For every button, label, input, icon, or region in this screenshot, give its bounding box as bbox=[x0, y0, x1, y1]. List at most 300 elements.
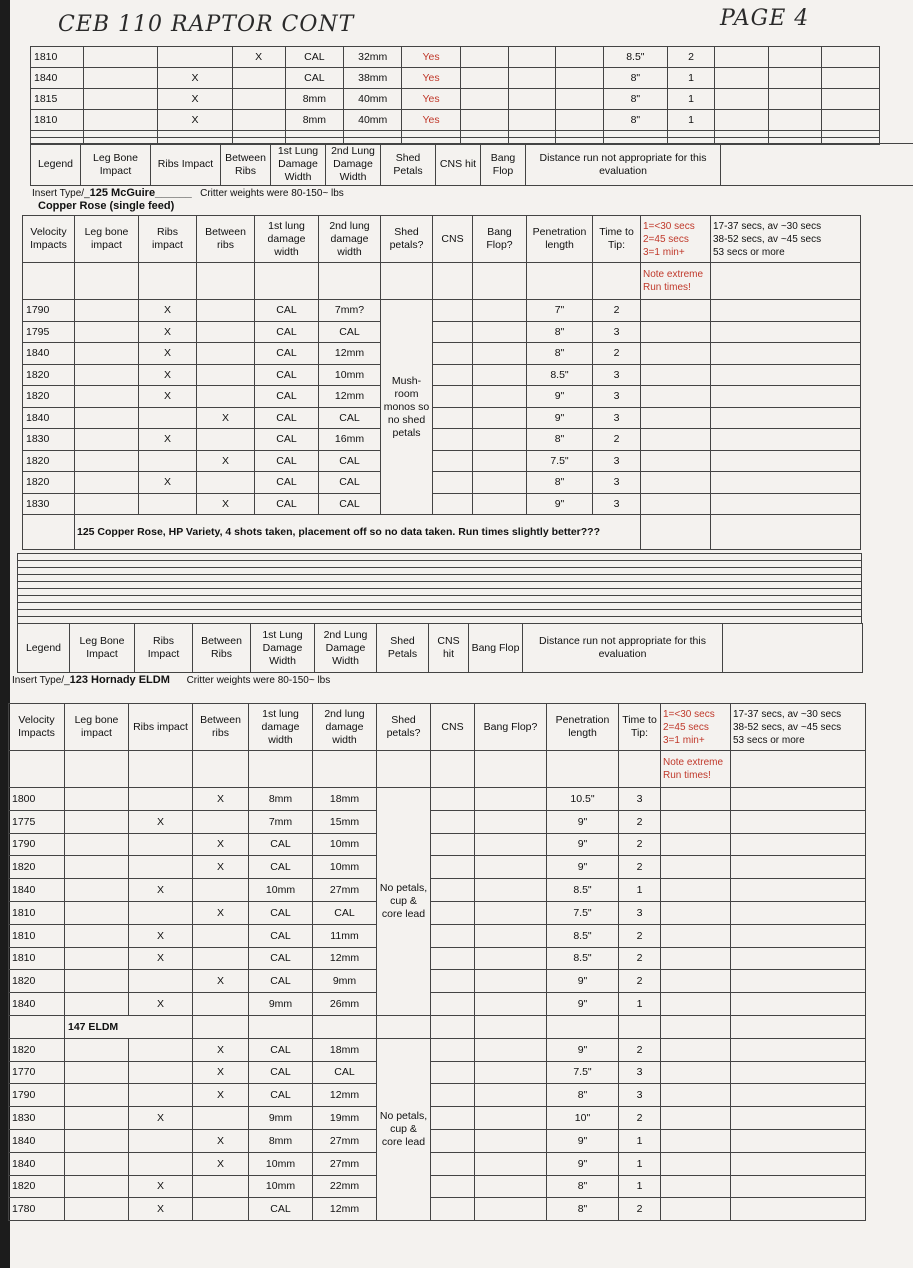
table-cell bbox=[473, 386, 527, 408]
table-cell: 1810 bbox=[9, 947, 65, 970]
table-cell: CAL bbox=[249, 924, 313, 947]
table-cell bbox=[475, 856, 547, 879]
table-cell bbox=[197, 472, 255, 494]
table-cell: CAL bbox=[249, 1038, 313, 1061]
table-cell bbox=[75, 493, 139, 515]
table-cell: CAL bbox=[255, 364, 319, 386]
section1-table bbox=[22, 215, 861, 550]
table-cell bbox=[232, 89, 285, 110]
table-cell: 8.5" bbox=[547, 947, 619, 970]
table-cell: 8.5" bbox=[547, 879, 619, 902]
table-cell bbox=[715, 47, 768, 68]
table-cell bbox=[193, 1107, 249, 1130]
table-cell bbox=[508, 47, 556, 68]
table-cell: X bbox=[139, 364, 197, 386]
table-cell bbox=[473, 450, 527, 472]
table-cell: 32mm bbox=[344, 47, 402, 68]
table-cell bbox=[475, 1084, 547, 1107]
section2-table bbox=[8, 703, 866, 1221]
table-cell bbox=[433, 386, 473, 408]
table-cell: 40mm bbox=[344, 110, 402, 131]
table-cell: 19mm bbox=[313, 1107, 377, 1130]
table-cell bbox=[139, 450, 197, 472]
table-cell bbox=[556, 89, 604, 110]
time-average-item: 17-37 secs, av ~30 secs bbox=[713, 220, 822, 232]
table-row bbox=[23, 321, 861, 343]
table-row bbox=[23, 472, 861, 494]
table-cell bbox=[139, 493, 197, 515]
table-cell bbox=[475, 1175, 547, 1198]
table-cell: X bbox=[193, 788, 249, 811]
table-cell bbox=[433, 429, 473, 451]
table-cell: 2 bbox=[619, 1038, 661, 1061]
table-cell bbox=[433, 321, 473, 343]
table-cell bbox=[715, 110, 768, 131]
table-cell bbox=[65, 1152, 129, 1175]
table-cell: 1790 bbox=[9, 833, 65, 856]
table-cell bbox=[768, 68, 821, 89]
table-cell bbox=[473, 364, 527, 386]
table-cell bbox=[475, 993, 547, 1016]
table-cell bbox=[197, 364, 255, 386]
table-cell bbox=[129, 1129, 193, 1152]
table-cell: 10mm bbox=[249, 1175, 313, 1198]
table-cell: 10mm bbox=[249, 1152, 313, 1175]
insert-type-line-1: Insert Type/_125 McGuire______ Critter weights were 80-150~ lbs bbox=[32, 187, 344, 199]
table-cell bbox=[431, 1107, 475, 1130]
table-cell: 9" bbox=[527, 386, 593, 408]
column-header: 1st lung damage width bbox=[249, 704, 313, 751]
table-cell: 9" bbox=[547, 993, 619, 1016]
table-cell: 7mm bbox=[249, 810, 313, 833]
table-cell bbox=[473, 493, 527, 515]
table-cell bbox=[84, 68, 158, 89]
table-cell bbox=[75, 321, 139, 343]
table-cell: 1840 bbox=[23, 407, 75, 429]
table-cell: 1830 bbox=[23, 493, 75, 515]
table-cell: 1810 bbox=[9, 901, 65, 924]
table-cell: 3 bbox=[593, 364, 641, 386]
table-cell: X bbox=[193, 1152, 249, 1175]
table-cell: 7" bbox=[527, 300, 593, 322]
table-cell: CAL bbox=[285, 47, 343, 68]
table-cell: 1815 bbox=[31, 89, 84, 110]
table-cell: 9" bbox=[547, 856, 619, 879]
table-row bbox=[31, 131, 880, 138]
table-cell: CAL bbox=[255, 407, 319, 429]
table-cell: 12mm bbox=[319, 386, 381, 408]
table-cell bbox=[65, 1107, 129, 1130]
table-cell: X bbox=[193, 970, 249, 993]
shed-petals-note: Mush-room monos so no shed petals bbox=[381, 300, 433, 515]
legend-bang: Bang Flop bbox=[481, 144, 526, 186]
table-cell: CAL bbox=[255, 321, 319, 343]
table-cell: 9mm bbox=[249, 1107, 313, 1130]
table-cell: X bbox=[139, 343, 197, 365]
ruled-lines bbox=[17, 553, 862, 623]
table-cell bbox=[158, 47, 232, 68]
table-cell bbox=[475, 1129, 547, 1152]
table-cell bbox=[65, 1175, 129, 1198]
table-cell: X bbox=[129, 1107, 193, 1130]
table-cell bbox=[129, 1061, 193, 1084]
table-cell: X bbox=[193, 1129, 249, 1152]
table-cell: 1820 bbox=[9, 1038, 65, 1061]
table-cell: 2 bbox=[619, 924, 661, 947]
run-time-note: Note extreme Run times! bbox=[641, 263, 711, 300]
table-cell bbox=[65, 810, 129, 833]
table-cell bbox=[508, 89, 556, 110]
legend-label: Legend bbox=[31, 144, 81, 186]
table-row bbox=[9, 1038, 866, 1061]
column-header: Velocity Impacts bbox=[9, 704, 65, 751]
legend-distance: Distance run not appropriate for this evaluation bbox=[526, 144, 721, 186]
table-row bbox=[9, 1198, 866, 1221]
table-cell bbox=[715, 89, 768, 110]
table-cell: X bbox=[158, 110, 232, 131]
table-cell: 1830 bbox=[9, 1107, 65, 1130]
table-cell bbox=[821, 47, 879, 68]
table-cell bbox=[65, 970, 129, 993]
table-cell bbox=[475, 901, 547, 924]
table-cell bbox=[431, 924, 475, 947]
table-cell bbox=[129, 856, 193, 879]
table-cell: 1840 bbox=[9, 879, 65, 902]
table-cell: X bbox=[158, 68, 232, 89]
table-cell bbox=[129, 1084, 193, 1107]
table-cell: 38mm bbox=[344, 68, 402, 89]
header-row bbox=[9, 704, 866, 751]
table-cell bbox=[433, 472, 473, 494]
table-cell: 9mm bbox=[249, 993, 313, 1016]
table-cell: 18mm bbox=[313, 1038, 377, 1061]
column-header: 2nd lung damage width bbox=[313, 704, 377, 751]
time-key-item: 2=45 secs bbox=[643, 233, 689, 245]
sub-label-row bbox=[9, 1015, 866, 1038]
table-cell: X bbox=[232, 47, 285, 68]
table-cell: 2 bbox=[619, 970, 661, 993]
table-cell: 8.5" bbox=[527, 364, 593, 386]
legend2-leg: Leg Bone Impact bbox=[70, 624, 135, 673]
table-cell bbox=[197, 429, 255, 451]
table-cell: 1 bbox=[619, 879, 661, 902]
table-cell: 2 bbox=[619, 1198, 661, 1221]
table-cell: X bbox=[129, 993, 193, 1016]
top-continuation-table bbox=[30, 46, 880, 145]
table-cell bbox=[431, 833, 475, 856]
table-cell: 1780 bbox=[9, 1198, 65, 1221]
table-cell bbox=[431, 901, 475, 924]
table-cell bbox=[460, 110, 508, 131]
table-cell: 1820 bbox=[23, 472, 75, 494]
table-cell: 27mm bbox=[313, 879, 377, 902]
table-cell bbox=[129, 833, 193, 856]
table-cell: CAL bbox=[255, 300, 319, 322]
table-cell: 3 bbox=[593, 493, 641, 515]
table-row bbox=[9, 947, 866, 970]
legend2-between: Between Ribs bbox=[193, 624, 251, 673]
table-cell: 8" bbox=[604, 68, 668, 89]
legend2-lung1: 1st Lung Damage Width bbox=[251, 624, 315, 673]
legend-lung2: 2nd Lung Damage Width bbox=[326, 144, 381, 186]
table-cell: Yes bbox=[402, 110, 460, 131]
table-cell bbox=[193, 1175, 249, 1198]
table-cell bbox=[65, 993, 129, 1016]
table-cell bbox=[65, 833, 129, 856]
table-cell: 8" bbox=[527, 472, 593, 494]
table-cell: 9" bbox=[547, 1129, 619, 1152]
table-cell: 10mm bbox=[319, 364, 381, 386]
table-cell: 1 bbox=[667, 68, 715, 89]
table-cell: CAL bbox=[285, 68, 343, 89]
time-key-item: 1=<30 secs bbox=[663, 708, 715, 720]
table-cell: X bbox=[193, 833, 249, 856]
table-cell: 1840 bbox=[9, 993, 65, 1016]
table-cell bbox=[433, 364, 473, 386]
legend2-distance: Distance run not appropriate for this evaluation bbox=[523, 624, 723, 673]
table-cell bbox=[460, 89, 508, 110]
table-cell: CAL bbox=[249, 970, 313, 993]
table-cell bbox=[65, 1129, 129, 1152]
table-cell: 9" bbox=[547, 1152, 619, 1175]
table-cell bbox=[65, 947, 129, 970]
table-cell: 1820 bbox=[9, 970, 65, 993]
table-cell: 3 bbox=[593, 472, 641, 494]
table-row bbox=[31, 89, 880, 110]
table-cell: 8" bbox=[547, 1084, 619, 1107]
table-cell: 22mm bbox=[313, 1175, 377, 1198]
table-cell: 10mm bbox=[313, 833, 377, 856]
table-cell bbox=[508, 110, 556, 131]
table-row bbox=[9, 1061, 866, 1084]
table-cell: 9" bbox=[547, 833, 619, 856]
table-cell: 3 bbox=[593, 321, 641, 343]
column-header: Leg bone impact bbox=[65, 704, 129, 751]
table-row bbox=[9, 970, 866, 993]
table-cell: X bbox=[129, 924, 193, 947]
table-cell: 1790 bbox=[23, 300, 75, 322]
table-cell bbox=[84, 89, 158, 110]
column-header: CNS bbox=[431, 704, 475, 751]
table-cell bbox=[475, 1107, 547, 1130]
table-cell bbox=[431, 1038, 475, 1061]
table-cell: CAL bbox=[319, 321, 381, 343]
spacer-row bbox=[23, 263, 861, 300]
table-cell bbox=[473, 429, 527, 451]
table-cell bbox=[193, 879, 249, 902]
table-cell: X bbox=[158, 89, 232, 110]
table-cell: Yes bbox=[402, 68, 460, 89]
legend2-lung2: 2nd Lung Damage Width bbox=[315, 624, 377, 673]
table-cell: 8mm bbox=[285, 110, 343, 131]
table-cell: X bbox=[193, 1038, 249, 1061]
table-row bbox=[9, 856, 866, 879]
table-row bbox=[9, 833, 866, 856]
table-cell: 10mm bbox=[313, 856, 377, 879]
table-cell: 9" bbox=[527, 407, 593, 429]
table-cell: 1840 bbox=[23, 343, 75, 365]
table-row bbox=[31, 68, 880, 89]
table-cell: CAL bbox=[319, 407, 381, 429]
table-cell: CAL bbox=[249, 1084, 313, 1107]
table-cell: X bbox=[197, 450, 255, 472]
table-cell bbox=[431, 1061, 475, 1084]
table-cell: 2 bbox=[619, 856, 661, 879]
legend-between: Between Ribs bbox=[221, 144, 271, 186]
table-cell bbox=[65, 924, 129, 947]
table-cell: Yes bbox=[402, 89, 460, 110]
table-row bbox=[9, 924, 866, 947]
table-cell bbox=[473, 321, 527, 343]
table-cell bbox=[431, 1175, 475, 1198]
table-cell bbox=[473, 407, 527, 429]
section1-comment: 125 Copper Rose, HP Variety, 4 shots taken, placement off so no data taken. Run times slightly better??? bbox=[75, 515, 641, 550]
table-cell bbox=[473, 472, 527, 494]
table-cell bbox=[197, 343, 255, 365]
legend2-bang: Bang Flop bbox=[469, 624, 523, 673]
table-cell: 1770 bbox=[9, 1061, 65, 1084]
column-header: 2nd lung damage width bbox=[319, 216, 381, 263]
legend2-label: Legend bbox=[18, 624, 70, 673]
table-cell bbox=[65, 1198, 129, 1221]
column-header: Bang Flop? bbox=[475, 704, 547, 751]
table-cell bbox=[475, 1198, 547, 1221]
legend-ribs: Ribs Impact bbox=[151, 144, 221, 186]
table-cell: 27mm bbox=[313, 1129, 377, 1152]
table-cell: 8" bbox=[604, 110, 668, 131]
table-cell: X bbox=[139, 472, 197, 494]
column-header: Between ribs bbox=[193, 704, 249, 751]
table-cell: CAL bbox=[255, 386, 319, 408]
column-header: Ribs impact bbox=[139, 216, 197, 263]
table-cell: 1820 bbox=[23, 450, 75, 472]
table-cell: 2 bbox=[593, 429, 641, 451]
table-cell bbox=[232, 110, 285, 131]
table-cell: 2 bbox=[619, 833, 661, 856]
table-cell bbox=[431, 810, 475, 833]
table-row bbox=[9, 788, 866, 811]
table-cell: 3 bbox=[619, 788, 661, 811]
table-cell bbox=[75, 429, 139, 451]
table-cell bbox=[475, 879, 547, 902]
table-cell: CAL bbox=[319, 450, 381, 472]
table-cell: X bbox=[129, 1175, 193, 1198]
table-cell: CAL bbox=[249, 833, 313, 856]
table-cell bbox=[65, 901, 129, 924]
table-cell: 9" bbox=[547, 1038, 619, 1061]
table-cell bbox=[65, 879, 129, 902]
table-cell bbox=[473, 300, 527, 322]
table-row bbox=[9, 1175, 866, 1198]
legend-lung1: 1st Lung Damage Width bbox=[271, 144, 326, 186]
table-cell bbox=[431, 856, 475, 879]
table-cell: 1775 bbox=[9, 810, 65, 833]
table-cell: 1810 bbox=[9, 924, 65, 947]
column-header: Time to Tip: bbox=[593, 216, 641, 263]
table-cell: 10" bbox=[547, 1107, 619, 1130]
table-cell: CAL bbox=[319, 472, 381, 494]
table-cell: 3 bbox=[593, 450, 641, 472]
table-cell bbox=[475, 924, 547, 947]
table-row bbox=[9, 901, 866, 924]
table-cell: CAL bbox=[313, 901, 377, 924]
table-cell bbox=[431, 788, 475, 811]
table-cell: X bbox=[139, 300, 197, 322]
column-header: Time to Tip: bbox=[619, 704, 661, 751]
table-cell bbox=[65, 1038, 129, 1061]
table-row bbox=[23, 343, 861, 365]
run-time-note: Note extreme Run times! bbox=[661, 751, 731, 788]
table-cell: 8mm bbox=[285, 89, 343, 110]
table-cell bbox=[65, 1061, 129, 1084]
column-header: Leg bone impact bbox=[75, 216, 139, 263]
table-cell bbox=[821, 68, 879, 89]
time-average-item: 53 secs or more bbox=[713, 246, 785, 258]
legend-table bbox=[30, 143, 913, 186]
table-cell: 8" bbox=[527, 429, 593, 451]
table-cell bbox=[460, 47, 508, 68]
table-cell: 7mm? bbox=[319, 300, 381, 322]
table-cell: 3 bbox=[619, 1084, 661, 1107]
column-header: Shed petals? bbox=[381, 216, 433, 263]
table-cell bbox=[197, 386, 255, 408]
time-key bbox=[661, 704, 731, 751]
table-cell: 8.5" bbox=[604, 47, 668, 68]
table-cell: 9" bbox=[547, 810, 619, 833]
table-cell: 3 bbox=[619, 1061, 661, 1084]
table-cell bbox=[197, 321, 255, 343]
table-cell bbox=[139, 407, 197, 429]
column-header: Ribs impact bbox=[129, 704, 193, 751]
time-average-item: 17-37 secs, av ~30 secs bbox=[733, 708, 842, 720]
column-header: CNS bbox=[433, 216, 473, 263]
table-cell: 10mm bbox=[249, 879, 313, 902]
table-cell: CAL bbox=[255, 343, 319, 365]
table-cell: CAL bbox=[255, 429, 319, 451]
table-cell: 1 bbox=[619, 1175, 661, 1198]
table-cell: 7.5" bbox=[547, 901, 619, 924]
table-cell: 12mm bbox=[313, 1198, 377, 1221]
table-cell: 1820 bbox=[23, 386, 75, 408]
table-cell: 2 bbox=[593, 343, 641, 365]
table-cell bbox=[768, 47, 821, 68]
header-row bbox=[23, 216, 861, 263]
table-cell: X bbox=[193, 1084, 249, 1107]
column-header: Velocity Impacts bbox=[23, 216, 75, 263]
time-key-item: 3=1 min+ bbox=[643, 246, 685, 258]
table-cell bbox=[475, 833, 547, 856]
table-cell: X bbox=[139, 321, 197, 343]
legend2-ribs: Ribs Impact bbox=[135, 624, 193, 673]
table-row bbox=[9, 1129, 866, 1152]
table-cell bbox=[129, 788, 193, 811]
table-cell bbox=[84, 110, 158, 131]
spacer-row bbox=[9, 751, 866, 788]
table-cell bbox=[431, 879, 475, 902]
table-cell bbox=[75, 343, 139, 365]
legend-shed: Shed Petals bbox=[381, 144, 436, 186]
table-cell bbox=[431, 947, 475, 970]
table-cell: 1820 bbox=[23, 364, 75, 386]
table-row bbox=[9, 810, 866, 833]
table-cell: 8mm bbox=[249, 788, 313, 811]
table-row bbox=[23, 364, 861, 386]
table-cell: 1820 bbox=[9, 1175, 65, 1198]
table-cell bbox=[232, 68, 285, 89]
table-cell: 12mm bbox=[313, 1084, 377, 1107]
table-cell bbox=[65, 788, 129, 811]
table-cell bbox=[197, 300, 255, 322]
